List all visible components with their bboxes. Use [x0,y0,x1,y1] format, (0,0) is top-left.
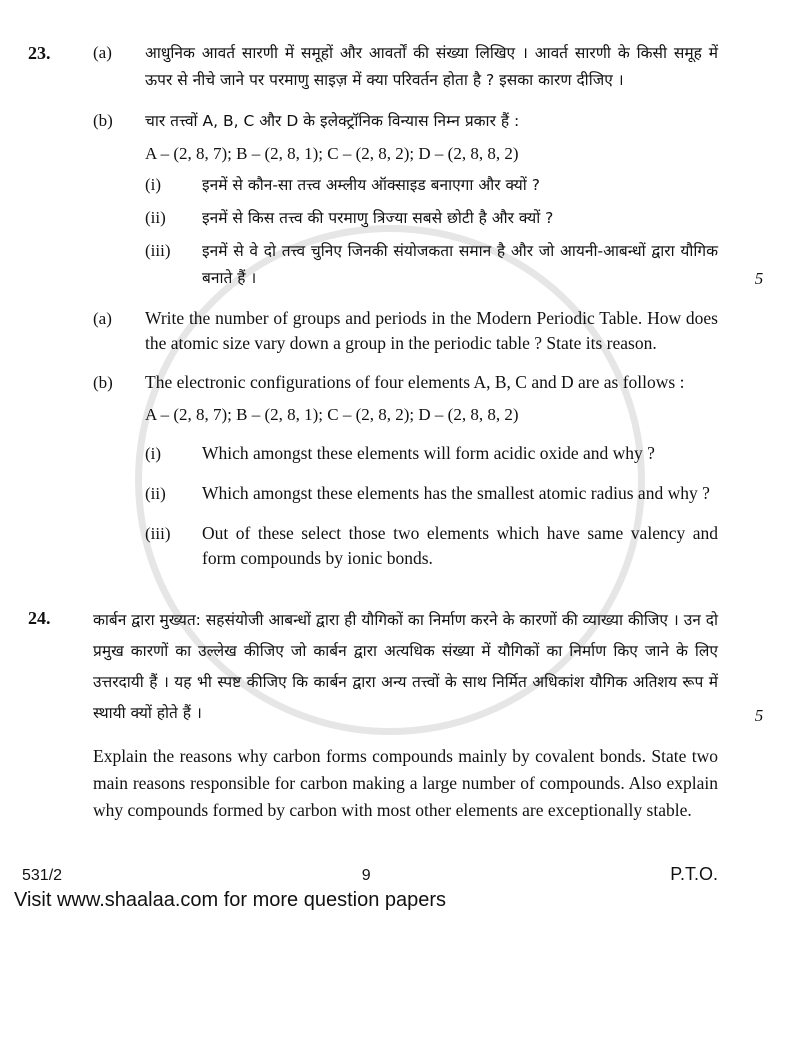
q23-hindi-part-a: आधुनिक आवर्त सारणी में समूहों और आवर्तों की संख्या लिखिए । आवर्त सारणी के किसी समूह में ऊपर से नीचे जाने पर परमाणु साइज़ में क्या परिवर्तन होता है ? इसका कारण दीजिए । [145,44,718,89]
config-hindi: A – (2, 8, 7); B – (2, 8, 1); C – (2, 8, 2); D – (2, 8, 8, 2) [145,144,519,163]
visit-link[interactable]: Visit www.shaalaa.com for more question papers [14,889,447,911]
pto: P.T.O. [670,864,718,884]
english-sub-row [0,481,800,507]
sub-question: Which amongst these elements has the smallest atomic radius and why ? [202,483,710,503]
hindi-sub-row [0,238,800,292]
page-number: 9 [361,867,371,884]
q23-hindi-a-row [0,40,800,94]
sub-label: (ii) [145,208,166,227]
q23-hindi-part-b: चार तत्त्वों A, B, C और D के इलेक्ट्रॉनिक विन्यास निम्न प्रकार हैं : [145,112,520,130]
sub-question: Which amongst these elements will form acidic oxide and why ? [202,443,655,463]
marks: 5 [754,706,764,725]
config: A – (2, 8, 7); B – (2, 8, 1); C – (2, 8, 2); D – (2, 8, 8, 2) [145,405,519,424]
part-a-label: (a) [93,309,112,328]
hindi-sub-row [0,172,800,199]
sub-label: (i) [145,175,162,194]
config-row [0,402,800,427]
footer [0,864,800,886]
sub-question-hindi: इनमें से किस तत्त्व की परमाणु त्रिज्या सबसे छोटी है और क्यों ? [202,209,554,227]
sub-question-hindi: इनमें से कौन-सा तत्त्व अम्लीय ऑक्साइड बनाएगा और क्यों ? [202,176,540,194]
sub-label: (i) [145,444,162,463]
q24-hindi-row [0,605,800,729]
q23-english-b-row [0,370,800,396]
q24-hindi: कार्बन द्वारा मुख्यत: सहसंयोजी आबन्धों द्वारा ही यौगिकों का निर्माण करने के कारणों की व्याख्या कीजिए । उन दो प्रमुख कारणों का उल्लेख कीजिए जो कार्बन द्वारा अत्यधिक संख्या में यौगिकों का निर्माण किए जाने के लिए उत्तरदायी हैं । यह भी स्पष्ट कीजिए कि कार्बन द्वारा अन्य तत्त्वों के साथ निर्मित अधिकांश यौगिक अतिशय रूप में स्थायी क्यों होते हैं । [93,611,718,722]
part-a-label-hindi: (a) [93,43,112,62]
q24-english: Explain the reasons why carbon forms compounds mainly by covalent bonds. State two main reasons responsible for carbon making a large number of compounds. Also explain why compounds formed by carbon with most other elements are exceptionally stable. [93,746,718,820]
english-sub-row [0,441,800,467]
q23-english-part-a: Write the number of groups and periods in the Modern Periodic Table. How does the atomic size vary down a group in the periodic table ? State its reason. [145,308,718,353]
question-number-24: 24. [28,608,51,628]
config-hindi-row [0,141,800,166]
sub-question-hindi: इनमें से वे दो तत्त्व चुनिए जिनकी संयोजकता समान है और जो आयनी-आबन्धों द्वारा यौगिक बनाते हैं । [202,242,718,287]
paper-code: 531/2 [22,867,63,884]
sub-label: (iii) [145,524,171,543]
part-b-label-hindi: (b) [93,111,113,130]
english-sub-row [0,521,800,571]
q24-english-row [0,743,800,824]
q23-english-part-b: The electronic configurations of four elements A, B, C and D are as follows : [145,372,685,392]
marks: 5 [754,269,764,288]
q23-hindi-b-row [0,108,800,135]
sub-question: Out of these select those two elements which have same valency and form compounds by ionic bonds. [202,523,718,568]
q23-english-a-row [0,306,800,356]
hindi-sub-row [0,205,800,232]
sub-label: (iii) [145,241,171,260]
sub-label: (ii) [145,484,166,503]
question-number-23: 23. [28,43,51,63]
part-b-label: (b) [93,373,113,392]
